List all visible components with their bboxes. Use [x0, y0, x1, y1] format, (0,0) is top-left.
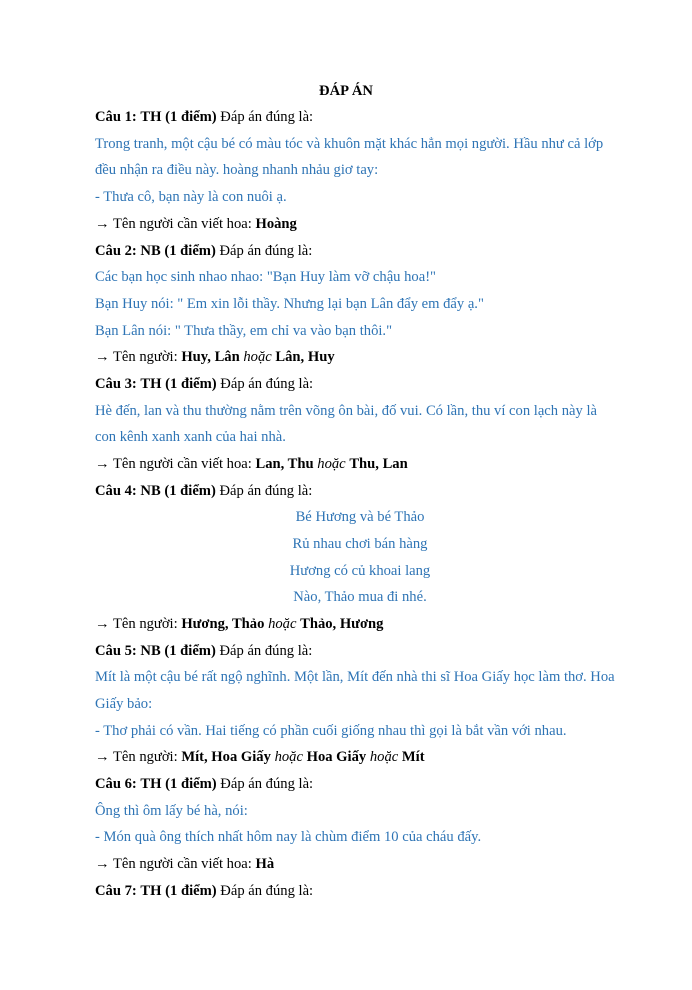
answer-intro: Đáp án đúng là:	[219, 483, 313, 499]
question-3-text-line: con kênh xanh xanh của hai nhà.	[95, 429, 286, 445]
arrow-icon: →	[95, 616, 110, 632]
answer-intro: Đáp án đúng là:	[220, 109, 314, 125]
question-1-heading	[95, 108, 652, 126]
answer-label: Tên người cần viết hoa:	[112, 856, 252, 872]
answer-label: Tên người cần viết hoa:	[112, 216, 252, 232]
question-5-heading	[95, 642, 652, 660]
answer-intro: Đáp án đúng là:	[220, 776, 314, 792]
arrow-icon: →	[95, 856, 110, 872]
answer-name: Huy, Lân	[181, 349, 240, 365]
question-level: NB (1 điểm)	[140, 643, 216, 659]
question-1-text-line: Trong tranh, một cậu bé có màu tóc và khuôn mặt khác hẳn mọi người. Hầu như cả lớp	[95, 136, 604, 152]
question-1-answer	[95, 215, 652, 233]
question-6-heading	[95, 775, 652, 793]
question-1-text-line: đều nhận ra điều này. hoàng nhanh nhảu giơ tay:	[95, 162, 379, 178]
answer-name: Thu, Lan	[349, 456, 408, 472]
arrow-icon: →	[95, 456, 110, 472]
answer-intro: Đáp án đúng là:	[220, 883, 314, 899]
arrow-icon: →	[95, 349, 110, 365]
or-word: hoặc	[317, 456, 346, 472]
question-2-answer	[95, 348, 652, 366]
arrow-icon: →	[95, 749, 110, 765]
question-2-heading	[95, 242, 652, 260]
page-title: ĐÁP ÁN	[319, 83, 373, 99]
arrow-icon: →	[95, 216, 110, 232]
answer-name: Hoàng	[255, 216, 297, 232]
answer-label: Tên người:	[112, 616, 178, 632]
question-number: Câu 2:	[95, 243, 137, 259]
question-number: Câu 7:	[95, 883, 137, 899]
question-number: Câu 1:	[95, 109, 137, 125]
question-1-text-line: - Thưa cô, bạn này là con nuôi ạ.	[95, 189, 287, 205]
answer-name: Hà	[255, 856, 275, 872]
question-level: TH (1 điểm)	[140, 883, 217, 899]
question-5-text-line: Giấy bảo:	[95, 696, 153, 712]
answer-intro: Đáp án đúng là:	[219, 243, 313, 259]
question-level: TH (1 điểm)	[140, 776, 217, 792]
answer-intro: Đáp án đúng là:	[219, 643, 313, 659]
answer-name: Thảo, Hương	[300, 616, 384, 632]
question-level: NB (1 điểm)	[140, 483, 216, 499]
answer-name: Mít, Hoa Giấy	[181, 749, 271, 765]
or-word: hoặc	[369, 749, 399, 765]
question-5-text-line: Mít là một cậu bé rất ngộ nghĩnh. Một lần, Mít đến nhà thi sĩ Hoa Giấy học làm thơ. Hoa	[95, 669, 615, 685]
answer-label: Tên người:	[112, 349, 178, 365]
answer-name: Lân, Huy	[275, 349, 335, 365]
poem-line: Hương có củ khoai lang	[289, 563, 431, 579]
question-5-answer	[95, 748, 652, 766]
question-4-heading	[95, 482, 652, 500]
answer-intro: Đáp án đúng là:	[220, 376, 314, 392]
question-number: Câu 3:	[95, 376, 137, 392]
poem-line: Rủ nhau chơi bán hàng	[292, 536, 428, 552]
question-number: Câu 4:	[95, 483, 137, 499]
question-level: NB (1 điểm)	[140, 243, 216, 259]
answer-label: Tên người cần viết hoa:	[112, 456, 252, 472]
answer-name: Hương, Thảo	[181, 616, 265, 632]
question-5-text-line: - Thơ phải có vần. Hai tiếng có phần cuối giống nhau thì gọi là bắt vần với nhau.	[95, 723, 567, 739]
question-7-heading	[95, 882, 652, 900]
question-6-text-line: - Món quà ông thích nhất hôm nay là chùm điểm 10 của cháu đấy.	[95, 829, 482, 845]
answer-name: Lan, Thu	[255, 456, 314, 472]
question-level: TH (1 điểm)	[140, 109, 217, 125]
question-level: TH (1 điểm)	[140, 376, 217, 392]
or-word: hoặc	[268, 616, 297, 632]
answer-name: Mít	[401, 749, 425, 765]
poem-line: Bé Hương và bé Thảo	[295, 509, 425, 525]
question-2-text-line: Bạn Lân nói: " Thưa thầy, em chỉ va vào bạn thôi."	[95, 323, 393, 339]
question-3-heading	[95, 375, 652, 393]
question-4-answer	[95, 615, 652, 633]
answer-label: Tên người:	[112, 749, 178, 765]
poem-line: Nào, Thảo mua đi nhé.	[293, 589, 427, 605]
or-word: hoặc	[243, 349, 272, 365]
question-3-text-line: Hè đến, lan và thu thường nằm trên võng ôn bài, đố vui. Có lần, thu ví con lạch này là	[95, 403, 597, 419]
question-6-answer	[95, 855, 652, 873]
question-3-answer	[95, 455, 652, 473]
question-2-text-line: Các bạn học sinh nhao nhao: "Bạn Huy làm vỡ chậu hoa!"	[95, 269, 437, 285]
answer-name: Hoa Giấy	[306, 749, 367, 765]
question-number: Câu 6:	[95, 776, 137, 792]
question-number: Câu 5:	[95, 643, 137, 659]
question-6-text-line: Ông thì ôm lấy bé hà, nói:	[95, 803, 248, 819]
or-word: hoặc	[274, 749, 303, 765]
question-2-text-line: Bạn Huy nói: " Em xin lỗi thầy. Nhưng lại bạn Lân đẩy em đẩy ạ."	[95, 296, 484, 312]
